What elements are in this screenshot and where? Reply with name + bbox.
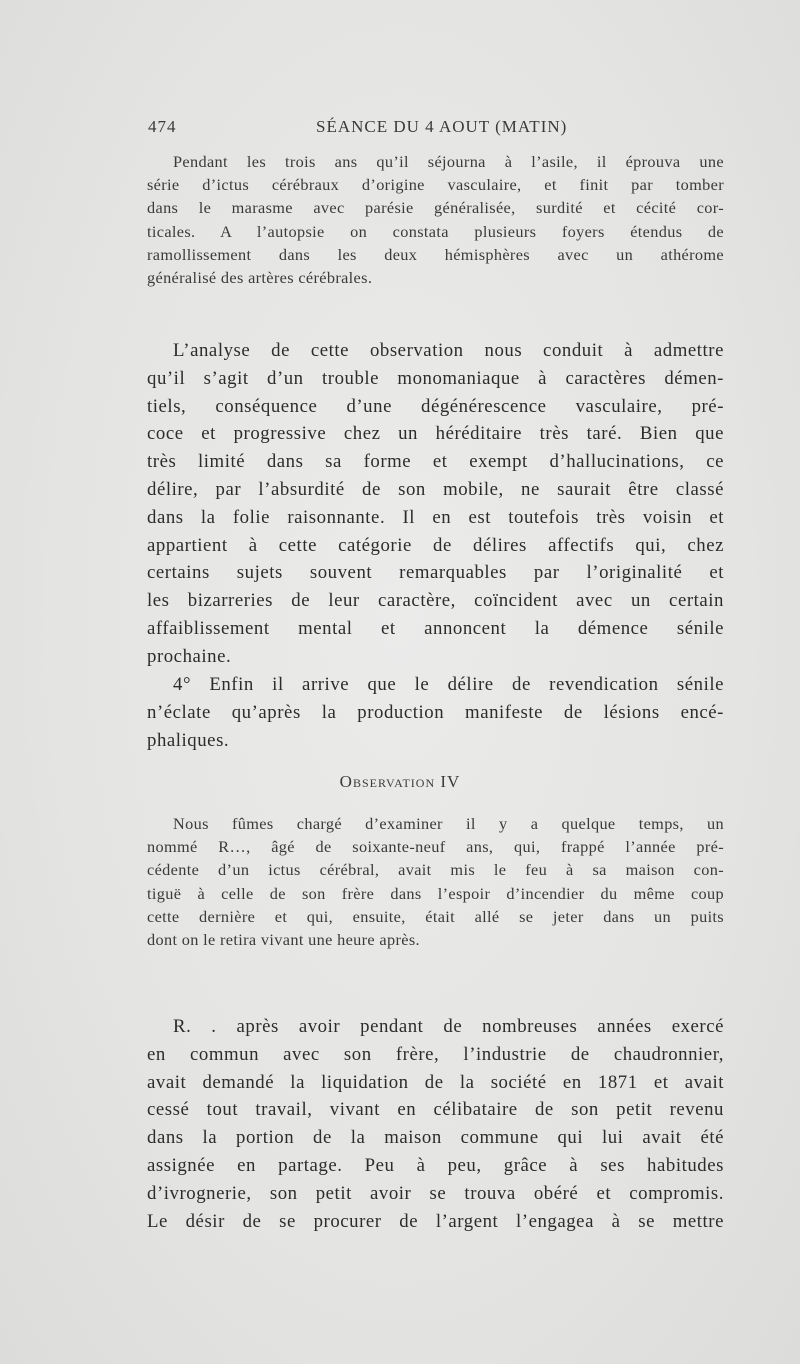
- text-line: Le désir de se procurer de l’argent l’engagea à se mettre: [147, 1210, 724, 1232]
- paragraph-point-four: [147, 671, 724, 754]
- text-line: L’analyse de cette observation nous conduit à admettre: [173, 340, 724, 361]
- text-line: assignée en partage. Peu à peu, grâce à ses habitudes: [147, 1154, 724, 1176]
- observation-heading: Observation IV: [339, 772, 461, 791]
- text-line: cette dernière et qui, ensuite, était allé se jeter dans un puits: [147, 906, 724, 926]
- text-line: prochaine.: [147, 645, 232, 667]
- page-header: [148, 117, 724, 141]
- text-line: 4° Enfin il arrive que le délire de revendication sénile: [173, 674, 724, 695]
- text-line: généralisé des artères cérébrales.: [147, 268, 373, 288]
- text-line: nommé R…, âgé de soixante-neuf ans, qui, frappé l’année pré-: [147, 837, 724, 857]
- text-line: R. . après avoir pendant de nombreuses années exercé: [173, 1016, 724, 1037]
- paragraph-observation-intro: [147, 812, 724, 951]
- paragraph-case-history: [147, 1013, 724, 1235]
- text-line: avait demandé la liquidation de la société en 1871 et avait: [147, 1071, 724, 1093]
- text-line: dans la portion de la maison commune qui lui avait été: [147, 1127, 724, 1149]
- text-line: d’ivrognerie, son petit avoir se trouva obéré et compromis.: [147, 1182, 724, 1204]
- text-line: très limité dans sa forme et exempt d’hallucinations, ce: [147, 451, 724, 473]
- text-line: affaiblissement mental et annoncent la démence sénile: [147, 617, 724, 639]
- text-line: phaliques.: [147, 729, 230, 751]
- text-line: ramollissement dans les deux hémisphères avec un athérome: [147, 244, 724, 264]
- text-line: Nous fûmes chargé d’examiner il y a quelque temps, un: [173, 814, 724, 833]
- text-line: cédente d’un ictus cérébral, avait mis le feu à sa maison con-: [147, 860, 724, 880]
- text-line: tiels, conséquence d’une dégénérescence vasculaire, pré-: [147, 395, 724, 417]
- text-line: en commun avec son frère, l’industrie de chaudronnier,: [147, 1043, 724, 1065]
- text-line: tiguë à celle de son frère dans l’espoir d’incendier du même coup: [147, 883, 724, 903]
- running-head: SÉANCE DU 4 AOUT (MATIN): [316, 117, 568, 136]
- text-line: ticales. A l’autopsie on constata plusieurs foyers étendus de: [147, 221, 724, 241]
- page-number: 474: [148, 117, 177, 136]
- text-line: n’éclate qu’après la production manifeste de lésions encé-: [147, 701, 724, 723]
- text-line: coce et progressive chez un héréditaire très taré. Bien que: [147, 423, 724, 445]
- text-line: certains sujets souvent remarquables par l’originalité et: [147, 562, 724, 584]
- paragraph-autopsy: [147, 150, 724, 289]
- text-line: appartient à cette catégorie de délires affectifs qui, chez: [147, 534, 724, 556]
- text-line: délire, par l’absurdité de son mobile, ne saurait être classé: [147, 478, 724, 500]
- text-line: dans la folie raisonnante. Il en est toutefois très voisin et: [147, 506, 724, 528]
- text-line: dont on le retira vivant une heure après.: [147, 930, 420, 950]
- text-line: Pendant les trois ans qu’il séjourna à l’asile, il éprouva une: [173, 152, 724, 171]
- paragraph-analysis: [147, 337, 724, 671]
- text-line: les bizarreries de leur caractère, coïncident avec un certain: [147, 590, 724, 612]
- text-line: qu’il s’agit d’un trouble monomaniaque à caractères démen-: [147, 367, 724, 389]
- text-line: cessé tout travail, vivant en célibataire de son petit revenu: [147, 1099, 724, 1121]
- text-line: dans le marasme avec parésie généralisée, surdité et cécité cor-: [147, 198, 724, 218]
- text-line: série d’ictus cérébraux d’origine vasculaire, et finit par tomber: [147, 175, 724, 195]
